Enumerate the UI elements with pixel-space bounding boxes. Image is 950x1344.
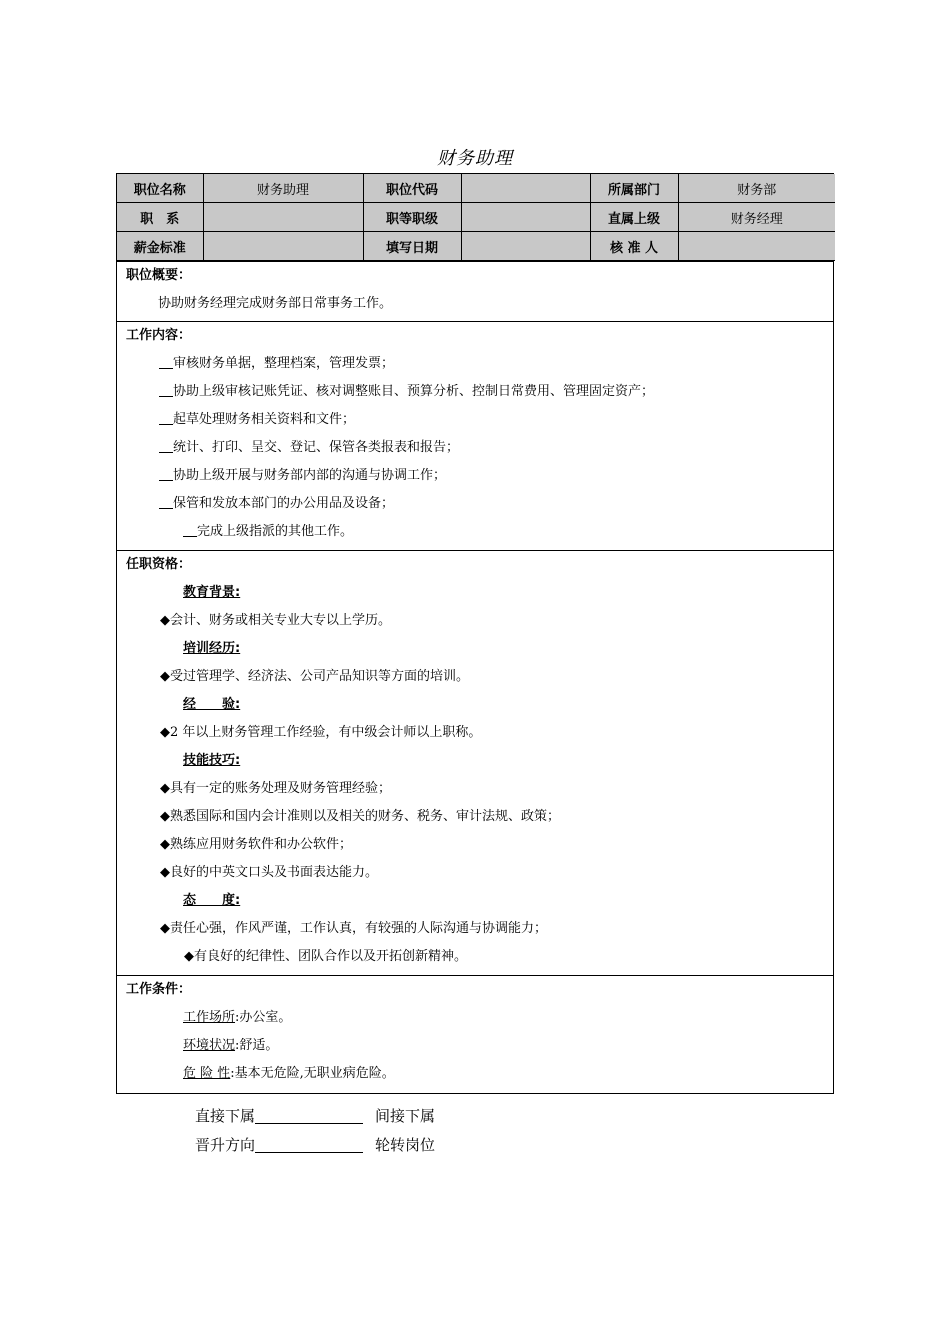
list-item: ◆具有一定的账务处理及财务管理经验； — [160, 781, 392, 796]
header-label: 填写日期 — [363, 232, 461, 261]
list-item: ◆会计、财务或相关专业大专以上学历。 — [160, 613, 392, 628]
list-item: ◆2 年以上财务管理工作经验，有中级会计师以上职称。 — [160, 725, 482, 740]
header-label: 薪金标准 — [117, 232, 203, 261]
condition-risk: 危 险 性:基本无危险,无职业病危险。 — [183, 1066, 395, 1081]
condition-environment: 环境状况:舒适。 — [183, 1038, 279, 1053]
subheading: 教育背景: — [183, 585, 241, 600]
header-table — [117, 174, 835, 261]
subheading: 技能技巧: — [183, 753, 241, 768]
header-value — [678, 232, 835, 261]
header-value — [203, 203, 363, 232]
header-label: 职位代码 — [363, 174, 461, 203]
conditions-heading: 工作条件： — [126, 982, 192, 997]
bullet-icon: ◆ — [160, 613, 170, 628]
qualifications-section — [117, 550, 833, 975]
header-label: 所属部门 — [590, 174, 678, 203]
indirect-reports-label: 间接下属 — [375, 1107, 436, 1125]
condition-place: 工作场所:办公室。 — [183, 1010, 292, 1025]
header-value: 财务经理 — [678, 203, 835, 232]
list-item: ◆熟悉国际和国内会计准则以及相关的财务、税务、审计法规、政策； — [160, 809, 561, 824]
header-value — [461, 203, 590, 232]
list-item: 统计、打印、呈交、登记、保管各类报表和报告； — [117, 434, 833, 462]
header-value — [203, 232, 363, 261]
subheading: 态 度: — [183, 893, 241, 908]
document-title: 财务助理 — [437, 148, 513, 169]
header-value: 财务助理 — [203, 174, 363, 203]
bullet-icon: ◆ — [160, 921, 170, 936]
header-row — [117, 232, 835, 261]
blank-line — [159, 410, 173, 425]
duties-section — [117, 321, 833, 550]
bullet-icon: ◆ — [160, 725, 170, 740]
blank-line — [159, 466, 173, 481]
header-label: 直属上级 — [590, 203, 678, 232]
blank-line — [159, 354, 173, 369]
list-item: ◆良好的中英文口头及书面表达能力。 — [160, 865, 379, 880]
promotion-field[interactable] — [255, 1136, 363, 1153]
list-item: 协助上级审核记账凭证、核对调整账目、预算分析、控制日常费用、管理固定资产； — [117, 378, 833, 406]
header-value: 财务部 — [678, 174, 835, 203]
list-item: ◆受过管理学、经济法、公司产品知识等方面的培训。 — [160, 669, 470, 684]
bullet-icon: ◆ — [160, 809, 170, 824]
header-label: 职 系 — [117, 203, 203, 232]
list-item: ◆有良好的纪律性、团队合作以及开拓创新精神。 — [184, 949, 468, 964]
footer-career — [195, 1134, 435, 1155]
footer-reports — [195, 1105, 435, 1126]
list-item: 协助上级开展与财务部内部的沟通与协调工作； — [117, 462, 833, 490]
qualifications-heading: 任职资格： — [126, 557, 192, 572]
list-item: 完成上级指派的其他工作。 — [117, 518, 833, 546]
duties-heading: 工作内容： — [126, 328, 192, 343]
conditions-section — [117, 975, 833, 1093]
direct-reports-field[interactable] — [255, 1107, 363, 1124]
summary-heading: 职位概要： — [126, 268, 192, 283]
header-value — [461, 232, 590, 261]
subheading: 培训经历: — [183, 641, 241, 656]
bullet-icon: ◆ — [160, 865, 170, 880]
job-description-table — [116, 173, 834, 1094]
rotation-label: 轮转岗位 — [375, 1136, 436, 1154]
bullet-icon: ◆ — [160, 669, 170, 684]
bullet-icon: ◆ — [184, 949, 194, 964]
list-item: 审核财务单据，整理档案，管理发票； — [117, 350, 833, 378]
list-item: 起草处理财务相关资料和文件； — [117, 406, 833, 434]
list-item: ◆责任心强，作风严谨，工作认真，有较强的人际沟通与协调能力； — [160, 921, 548, 936]
bullet-icon: ◆ — [160, 837, 170, 852]
header-label: 职等职级 — [363, 203, 461, 232]
list-item: ◆熟练应用财务软件和办公软件； — [160, 837, 353, 852]
blank-line — [183, 522, 197, 537]
header-row — [117, 174, 835, 203]
header-value — [461, 174, 590, 203]
summary-text: 协助财务经理完成财务部日常事务工作。 — [158, 296, 393, 311]
header-row — [117, 203, 835, 232]
promotion-label: 晋升方向 — [195, 1136, 256, 1154]
blank-line — [159, 494, 173, 509]
blank-line — [159, 382, 173, 397]
header-label: 核 准 人 — [590, 232, 678, 261]
blank-line — [159, 438, 173, 453]
summary-section — [117, 261, 833, 321]
direct-reports-label: 直接下属 — [195, 1107, 256, 1125]
bullet-icon: ◆ — [160, 781, 170, 796]
subheading: 经 验: — [183, 697, 241, 712]
list-item: 保管和发放本部门的办公用品及设备； — [117, 490, 833, 518]
header-label: 职位名称 — [117, 174, 203, 203]
